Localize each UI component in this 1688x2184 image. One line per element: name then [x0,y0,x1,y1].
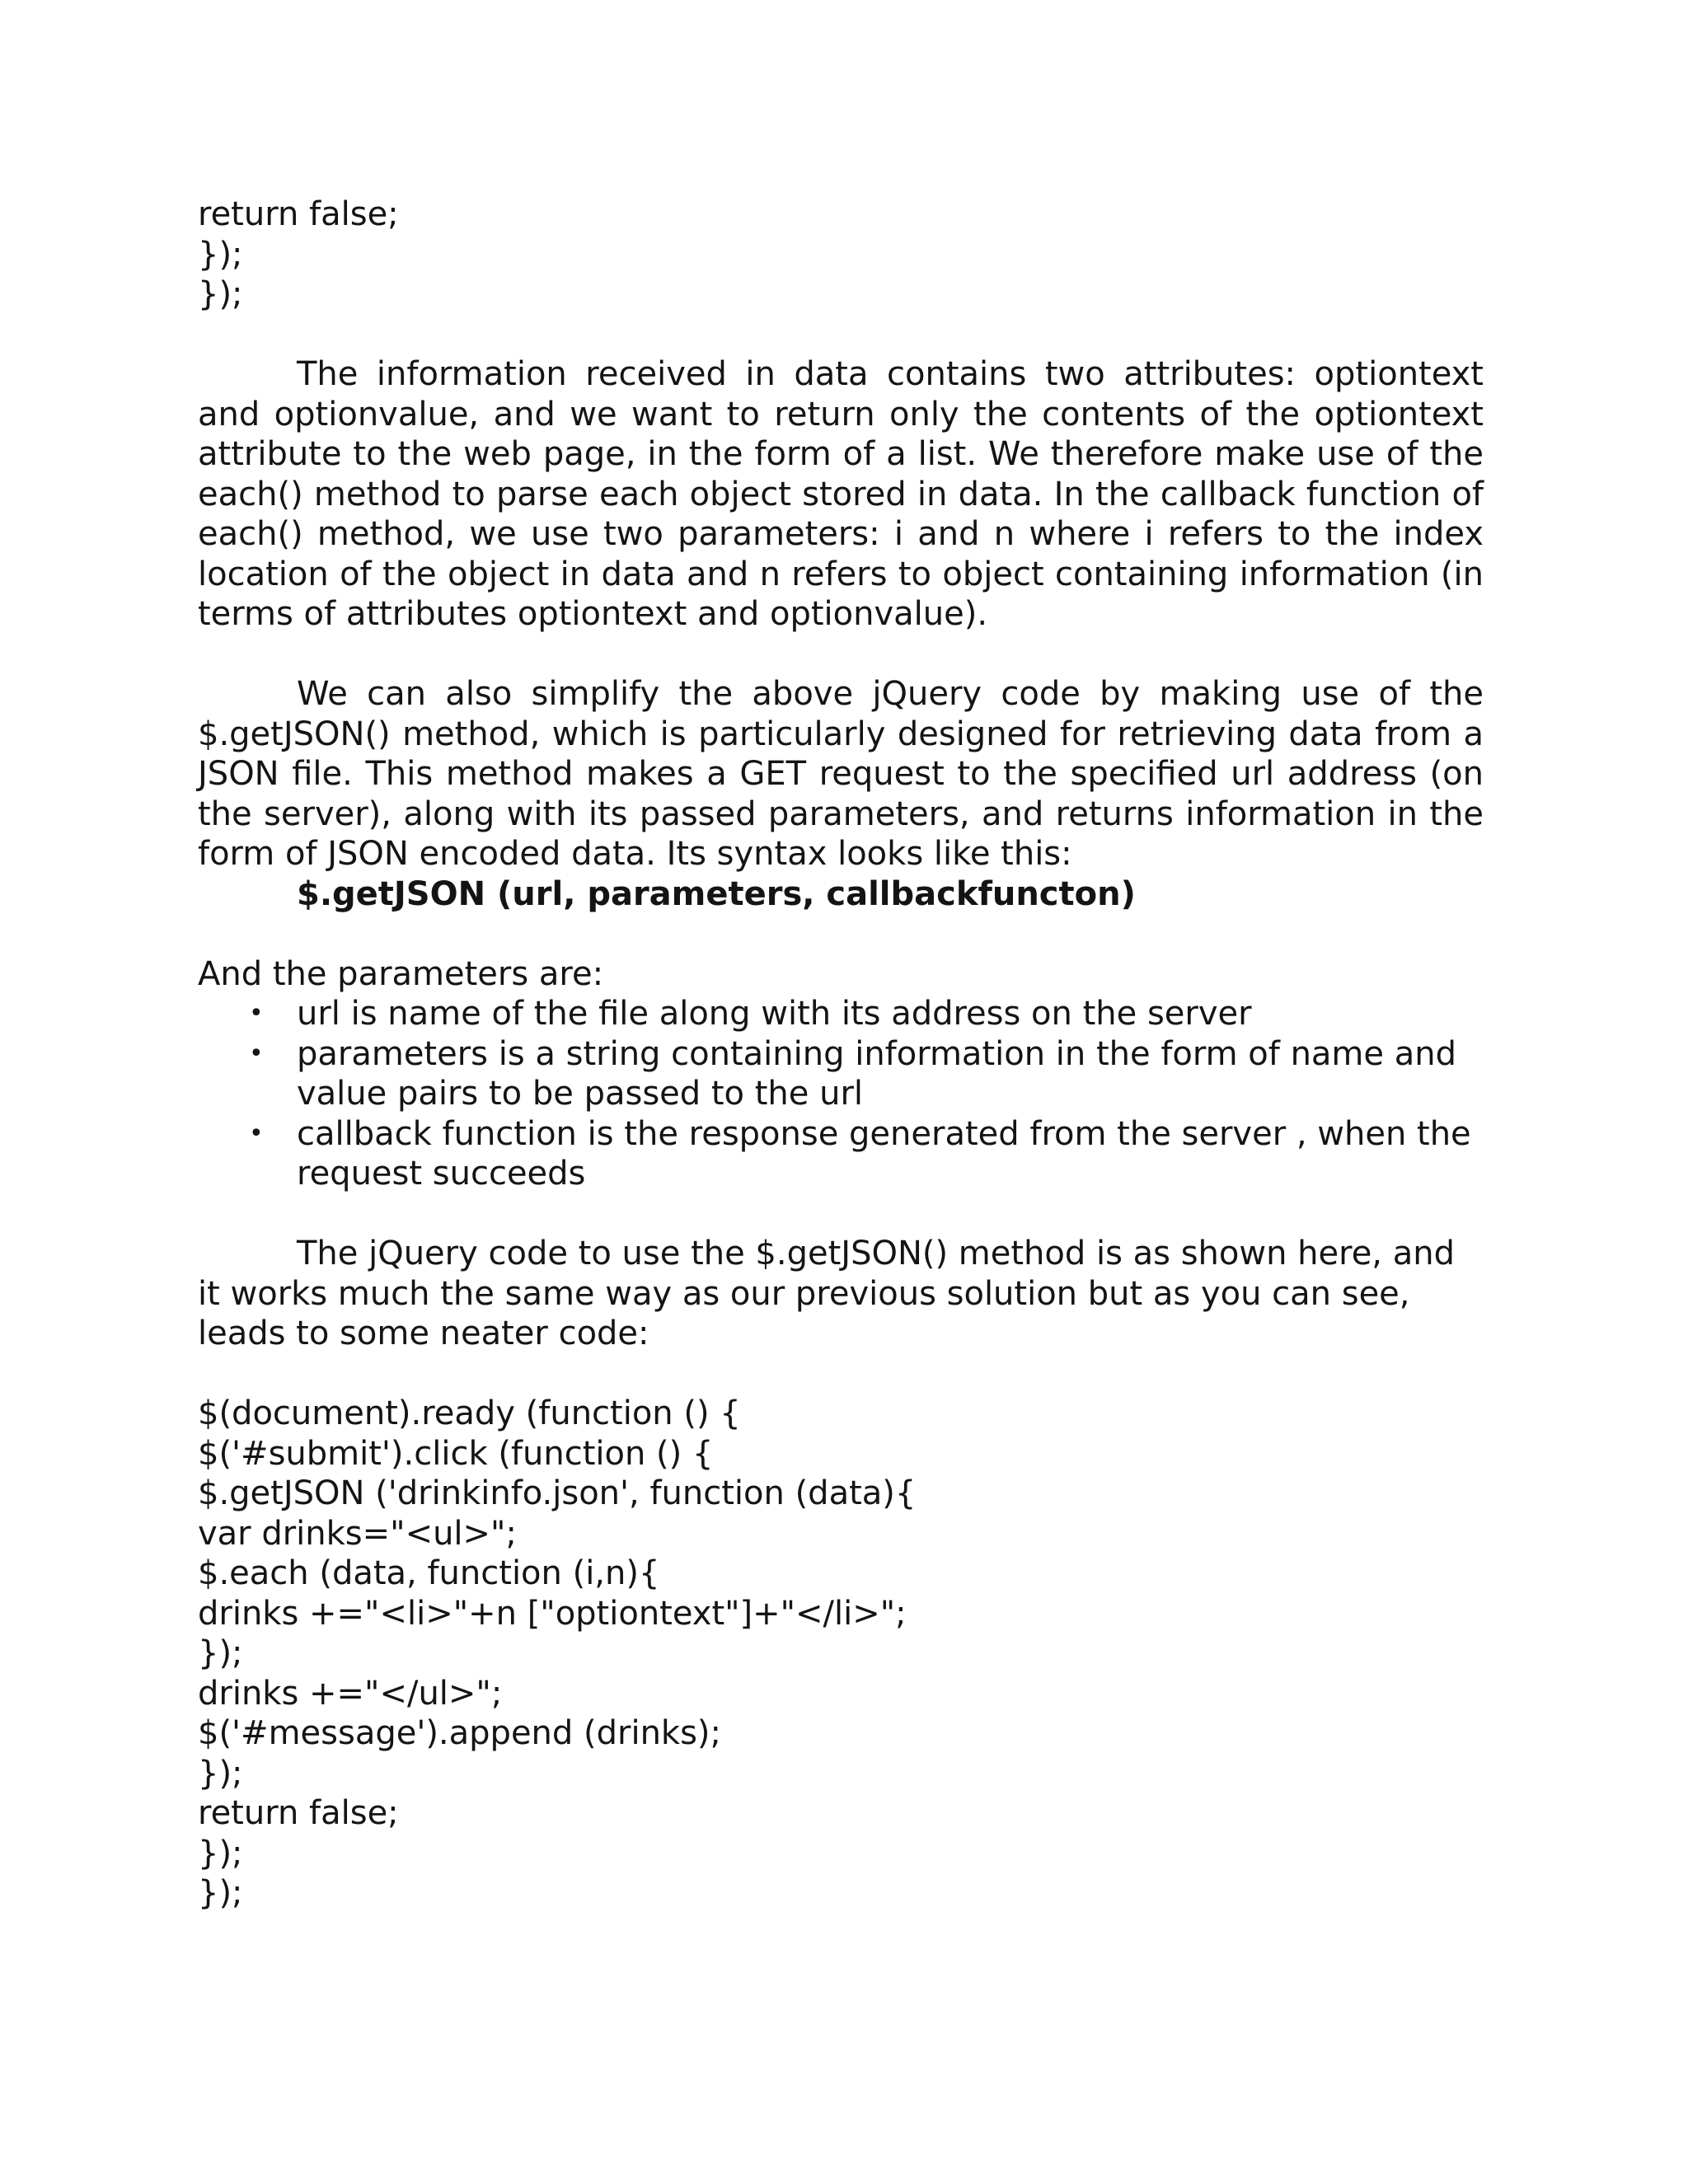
params-list [198,994,1484,1194]
spacer [198,914,1484,954]
code-line: return false; [198,195,399,233]
code-block-bottom [198,1394,1484,1914]
code-line: }); [198,1834,243,1872]
code-line: $('#submit').click (function () { [198,1434,714,1473]
code-line: var drinks="<ul>"; [198,1514,517,1553]
list-item-text: callback function is the response generated from the server , when the request succeeds [297,1114,1471,1193]
list-item [198,1034,1484,1114]
code-line: $.getJSON ('drinkinfo.json', function (data){ [198,1474,917,1512]
spacer [198,1194,1484,1235]
params-intro: And the parameters are: [198,954,604,993]
spacer [198,315,1484,355]
list-item-text: parameters is a string containing information in the form of name and value pairs to be passed to the url [297,1034,1456,1113]
code-line: }); [198,235,243,274]
code-line: $.each (data, function (i,n){ [198,1554,660,1592]
spacer [198,1354,1484,1394]
getjson-syntax: $.getJSON (url, parameters, callbackfuncton) [297,874,1136,913]
code-line: $('#message').append (drinks); [198,1714,721,1752]
code-line: }); [198,1874,243,1912]
code-line: drinks +="</ul>"; [198,1674,503,1713]
paragraph-neater-code [198,1234,1484,1354]
list-item-text: url is name of the file along with its address on the server [297,995,1252,1033]
list-item [198,1114,1484,1194]
paragraph-text: We can also simplify the above jQuery code by making use of the $.getJSON() method, which is particularly designed for retrieving data from a JSON file. This method makes a GET request to the specified url address (on the server), along with its passed parameters, and returns information in the form of JSON encoded data. Its syntax looks like this: [198,675,1484,873]
bullet-icon: • [249,1038,264,1068]
paragraph-getjson [198,674,1484,874]
code-line: drinks +="<li>"+n ["optiontext"]+"</li>"; [198,1594,907,1633]
code-line: }); [198,1634,243,1672]
code-line: }); [198,275,243,313]
code-line: }); [198,1754,243,1793]
code-block-top [198,194,1484,315]
paragraph-each-method [198,354,1484,635]
paragraph-text: The jQuery code to use the $.getJSON() method is as shown here, and it works much the same way as our previous solution but as you can see, leads to some neater code: [198,1235,1455,1352]
bullet-icon: • [249,999,264,1028]
paragraph-text: The information received in data contains two attributes: optiontext and optionvalue, and we want to return only the contents of the optiontext attribute to the web page, in the form of a list. We therefore make use of the each() method to parse each object stored in data. In the callback function of each() method, we use two parameters: i and n where i refers to the index location of the object in data and n refers to object containing information (in terms of attributes optiontext and optionvalue). [198,355,1484,633]
code-line: $(document).ready (function () { [198,1394,741,1432]
spacer [198,635,1484,675]
code-line: return false; [198,1794,399,1832]
list-item [198,994,1484,1034]
bullet-icon: • [249,1118,264,1148]
document-page [198,194,1484,1914]
